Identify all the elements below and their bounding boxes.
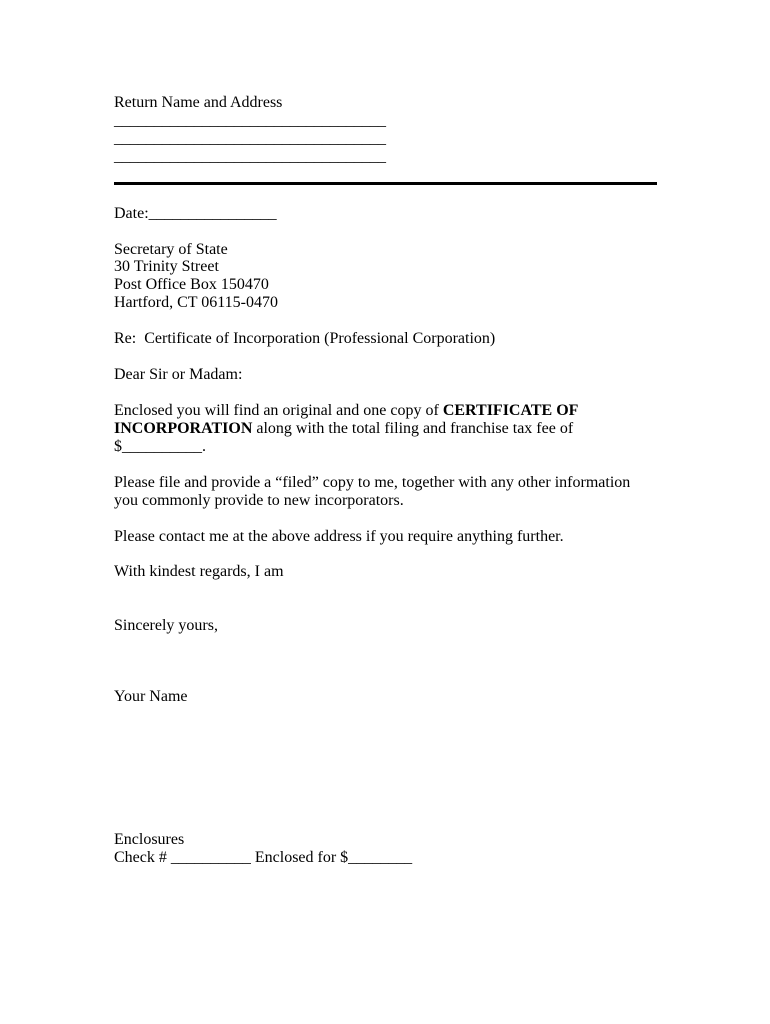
body-paragraph-4: With kindest regards, I am [114,563,284,581]
return-address-blank-line-2: __________________________________ [114,129,386,147]
recipient-line-name: Secretary of State [114,240,228,258]
body-paragraph-1-post: along with the total filing and franchise tax fee of $__________. [114,419,574,455]
recipient-address-block [114,241,657,313]
date-line: Date:________________ [114,204,277,222]
check-number-line: Check # __________ Enclosed for $________ [114,849,413,867]
return-address-blank-line-1: __________________________________ [114,111,386,129]
signature-name: Your Name [114,688,188,706]
body-paragraph-1-pre: Enclosed you will find an original and one copy of [114,401,443,419]
body-paragraph-3: Please contact me at the above address if you require anything further. [114,527,564,545]
recipient-line-pobox: Post Office Box 150470 [114,276,269,294]
re-subject-line: Re: Certificate of Incorporation (Professional Corporation) [114,330,496,348]
body-paragraph-1 [114,402,657,456]
closing-line: Sincerely yours, [114,617,218,635]
return-address-blank-line-3: __________________________________ [114,147,386,165]
recipient-line-street: 30 Trinity Street [114,258,219,276]
divider-rule [114,182,657,185]
body-paragraph-1-bold-title: CERTIFICATE OF INCORPORATION [114,401,578,437]
return-address-label: Return Name and Address [114,94,283,111]
recipient-line-city: Hartford, CT 06115-0470 [114,294,278,312]
salutation: Dear Sir or Madam: [114,366,243,384]
enclosures-label: Enclosures [114,831,185,849]
body-paragraph-2: Please file and provide a “filed” copy to me, together with any other information you commonly provide to new incorporators. [114,473,631,509]
